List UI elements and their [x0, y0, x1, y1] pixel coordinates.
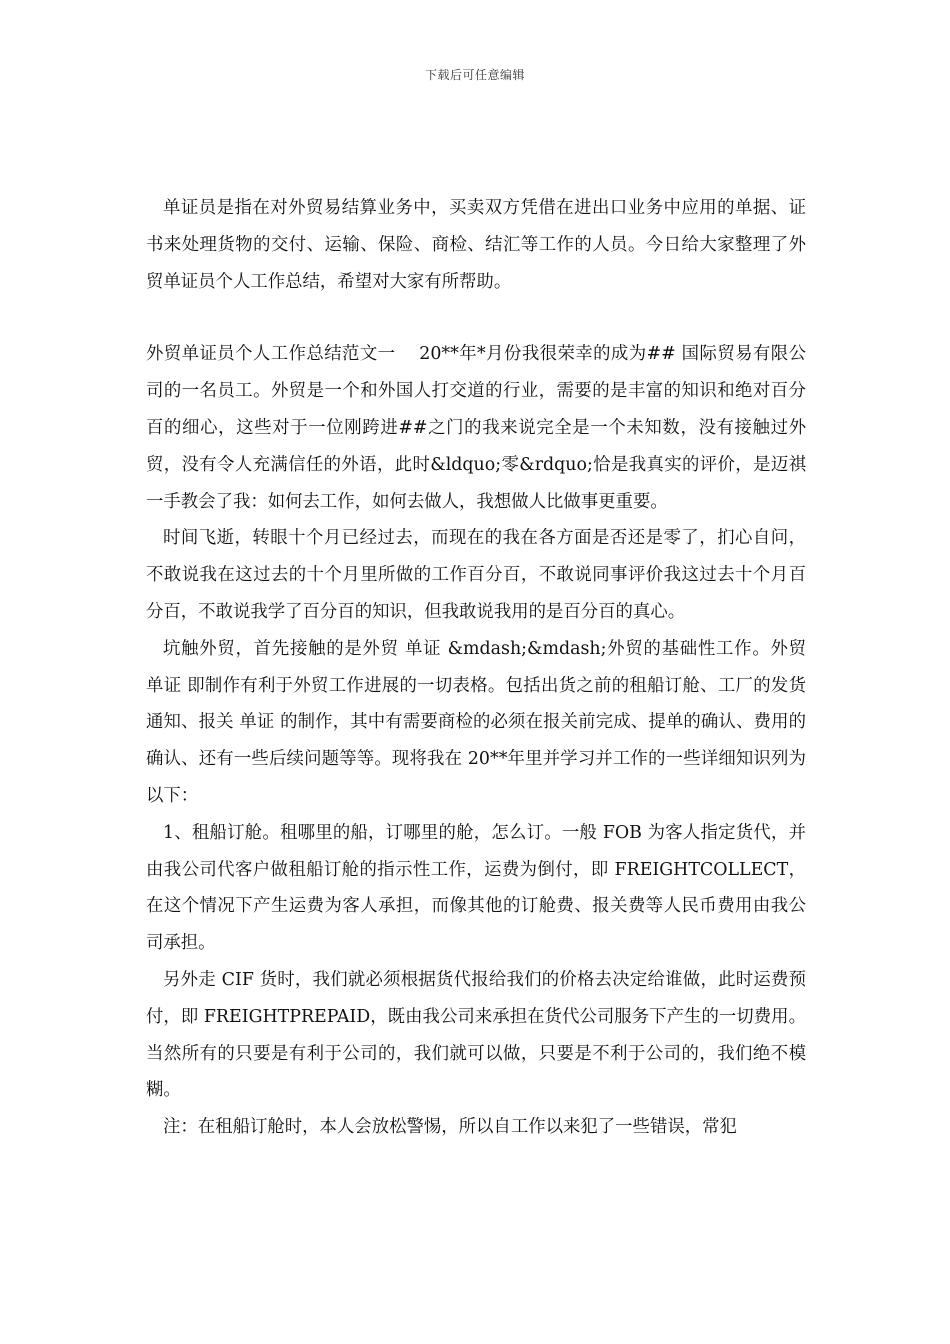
paragraph-spacer: [146, 300, 806, 336]
cif-paragraph: 另外走 CIF 货时，我们就必须根据货代报给我们的价格去决定给谁做，此时运费预付，即 FREIGHTPREPAID，既由我公司来承担在货代公司服务下产生的一切费用。当然所有的只要是有利于公司的，我们就可以做，只要是不利于公司的，我们绝不模糊。: [146, 969, 806, 1101]
documents-paragraph: 坑触外贸，首先接触的是外贸 单证 &mdash;&mdash;外贸的基础性工作。外贸 单证 即制作有利于外贸工作进展的一切表格。包括出货之前的租船订舱、工厂的发货通知、报关 单证 的制作，其中有需要商检的必须在报关前完成、提单的确认、费用的确认、还有一些后续问题等等。现将我在 20**年里并学习并工作的一些详细知识列为以下：: [146, 638, 806, 806]
intro-paragraph: 单证员是指在对外贸易结算业务中，买卖双方凭借在进出口业务中应用的单据、证书来处理货物的交付、运输、保险、商检、结汇等工作的人员。今日给大家整理了外贸单证员个人工作总结，希望对大家有所帮助。: [146, 198, 806, 292]
sample-intro-paragraph: 外贸单证员个人工作总结范文一 20**年*月份我很荣幸的成为## 国际贸易有限公司的一名员工。外贸是一个和外国人打交道的行业，需要的是丰富的知识和绝对百分百的细心，这些对于一位刚跨进##之门的我来说完全是一个未知数，没有接触过外贸，没有令人充满信任的外语，此时&ldquo;零&rdquo;恰是我真实的评价，是迈祺一手教会了我：如何去工作，如何去做人，我想做人比做事更重要。: [146, 344, 806, 512]
time-paragraph: 时间飞逝，转眼十个月已经过去，而现在的我在各方面是否还是零了，扪心自问，不敢说我在这过去的十个月里所做的工作百分百，不敢说同事评价我这过去十个月百分百，不敢说我学了百分百的知识，但我敢说我用的是百分百的真心。: [146, 528, 806, 622]
document-body: [146, 190, 806, 1146]
booking-paragraph: 1、租船订舱。租哪里的船，订哪里的舱，怎么订。一般 FOB 为客人指定货代，并由我公司代客户做租船订舱的指示性工作，运费为倒付，即 FREIGHTCOLLECT，在这个情况下产生运费为客人承担，而像其他的订舱费、报关费等人民币费用由我公司承担。: [146, 822, 806, 954]
page-header: 下载后可任意编辑: [424, 68, 525, 82]
note-paragraph: 注：在租船订舱时，本人会放松警惕，所以自工作以来犯了一些错误，常犯: [163, 1117, 737, 1138]
